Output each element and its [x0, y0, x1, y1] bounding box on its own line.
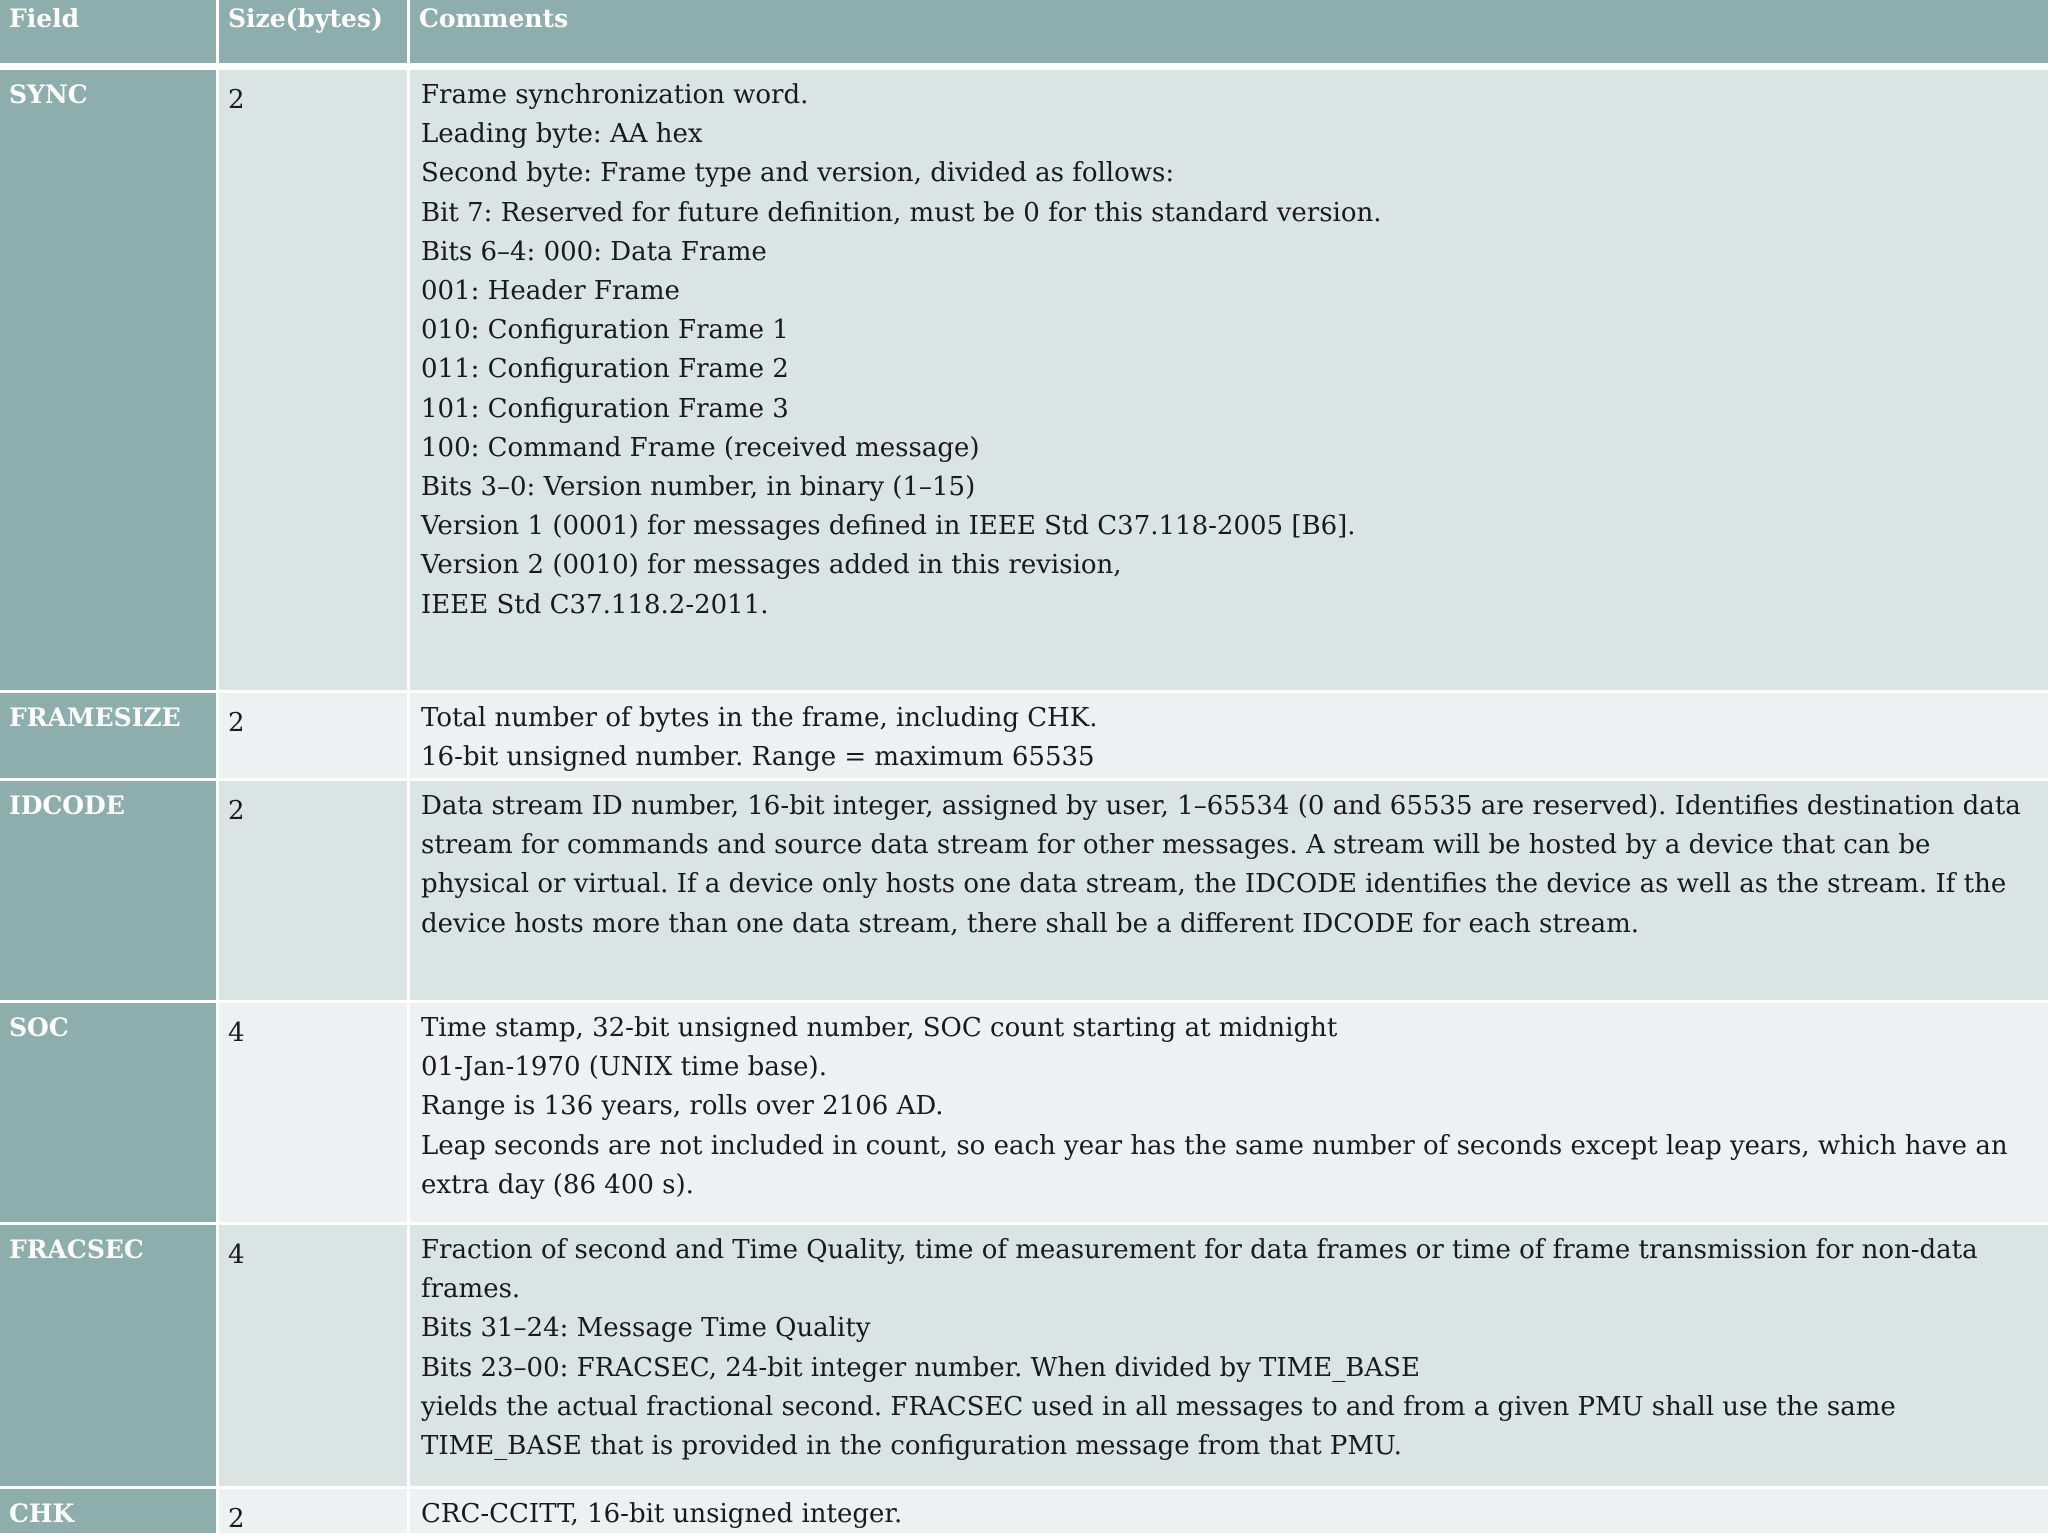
comment-line: yields the actual fractional second. FRACSEC used in all messages to and from a given PMU shall use the same TIME_BASE that is provided in the configuration message from that PMU. — [421, 1391, 1896, 1462]
comment-line: 001: Header Frame — [421, 276, 680, 307]
comment-line: Bits 23–00: FRACSEC, 24-bit integer number. When divided by TIME_BASE — [421, 1352, 1420, 1383]
row-field: IDCODE — [0, 781, 219, 1003]
comment-line: 011: Configuration Frame 2 — [421, 354, 789, 385]
comment-line: 01-Jan-1970 (UNIX time base). — [421, 1052, 827, 1083]
comment-line: Version 1 (0001) for messages defined in IEEE Std C37.118-2005 [B6]. — [421, 511, 1356, 542]
row-field: CHK — [0, 1489, 219, 1536]
comment-line: Range is 136 years, rolls over 2106 AD. — [421, 1091, 944, 1122]
comment-line: Second byte: Frame type and version, divided as follows: — [421, 158, 1175, 189]
comment-line: 101: Configuration Frame 3 — [421, 393, 789, 424]
comment-line: Leap seconds are not included in count, so each year has the same number of seconds except leap years, which have an extra day (86 400 s). — [421, 1130, 2008, 1200]
row-comments — [410, 781, 2048, 1003]
comment-line: 010: Configuration Frame 1 — [421, 315, 789, 346]
row-size: 2 — [219, 70, 410, 693]
comment-line: Bits 3–0: Version number, in binary (1–15) — [421, 472, 976, 503]
row-field: SYNC — [0, 70, 219, 693]
header-comments: Comments — [410, 0, 2048, 70]
row-size: 2 — [219, 1489, 410, 1536]
row-size: 4 — [219, 1003, 410, 1225]
row-comments — [410, 70, 2048, 693]
comment-line: Bit 7: Reserved for future definition, must be 0 for this standard version. — [421, 197, 1382, 228]
comment-line: Frame synchronization word. — [421, 80, 809, 110]
row-field: FRAMESIZE — [0, 693, 219, 781]
row-field: FRACSEC — [0, 1225, 219, 1489]
comment-line: Data stream ID number, 16-bit integer, assigned by user, 1–65534 (0 and 65535 are reserved). Identifies destination data stream for commands and source data stream for other messages. A stream will be hosted by a device that can be physical or virtual. If a device only hosts one data stream, the IDCODE identifies the device as well as the stream. If the device hosts more than one data stream, there shall be a different IDCODE for each stream. — [421, 791, 2021, 939]
comment-line: Version 2 (0010) for messages added in this revision, — [421, 550, 1122, 581]
comment-line: Bits 6–4: 000: Data Frame — [421, 236, 767, 267]
comment-line: Bits 31–24: Message Time Quality — [421, 1313, 871, 1344]
header-field: Field — [0, 0, 219, 70]
comment-line: 16-bit unsigned number. Range = maximum 65535 — [421, 742, 1095, 773]
comment-line: Total number of bytes in the frame, including CHK. — [421, 703, 1098, 733]
comment-line: Time stamp, 32-bit unsigned number, SOC count starting at midnight — [421, 1013, 1338, 1043]
row-comments — [410, 693, 2048, 781]
row-comments — [410, 1225, 2048, 1489]
comment-line: 100: Command Frame (received message) — [421, 432, 980, 463]
comment-line: Fraction of second and Time Quality, time of measurement for data frames or time of frame transmission for non-data frames. — [421, 1235, 1978, 1305]
comment-line: IEEE Std C37.118.2-2011. — [421, 589, 769, 620]
row-comments — [410, 1003, 2048, 1225]
row-size: 2 — [219, 781, 410, 1003]
row-field: SOC — [0, 1003, 219, 1225]
comment-line: Leading byte: AA hex — [421, 119, 703, 150]
row-size: 2 — [219, 693, 410, 781]
header-size: Size(bytes) — [219, 0, 410, 70]
row-comments — [410, 1489, 2048, 1536]
row-size: 4 — [219, 1225, 410, 1489]
comment-line: CRC-CCITT, 16-bit unsigned integer. — [421, 1499, 903, 1529]
